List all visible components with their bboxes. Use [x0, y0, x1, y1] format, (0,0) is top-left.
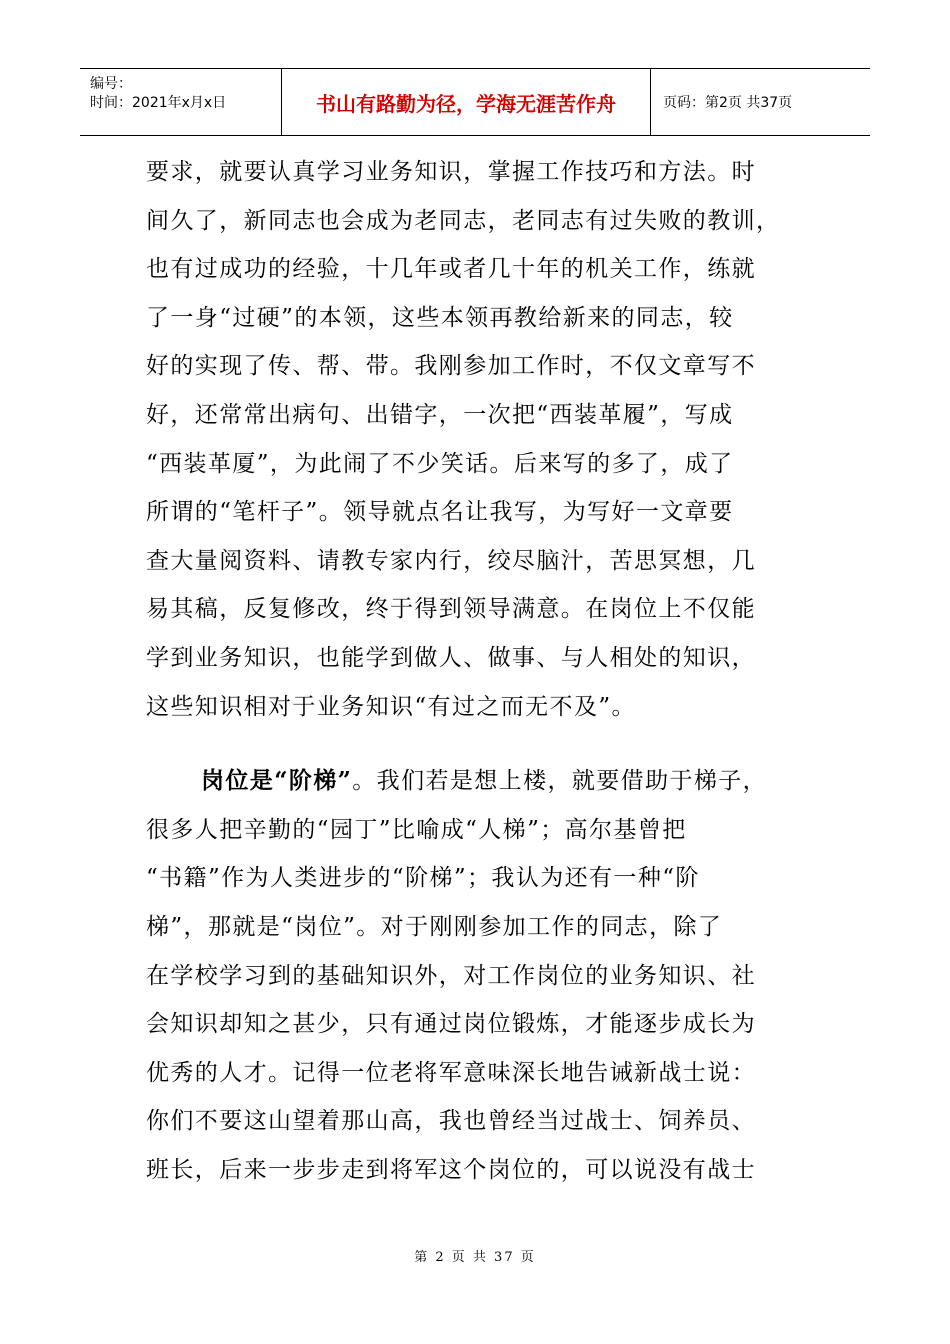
text-line: 查大量阅资料、请教专家内行，绞尽脑汁，苦思冥想，几	[146, 547, 756, 574]
text-line	[146, 757, 806, 806]
text-line: 好的实现了传、帮、带。我刚参加工作时，不仅文章写不	[146, 353, 756, 380]
paragraph-gap	[146, 731, 806, 757]
text-line: 好，还常常出病句、出错字，一次把“西装革履”，写成	[146, 401, 734, 428]
header-meta	[80, 69, 282, 135]
document-time-label: 时间：2021年x月x日	[90, 95, 227, 111]
text-line: 学到业务知识，也能学到做人、做事、与人相处的知识，	[146, 644, 756, 671]
text-line: 你们不要这山望着那山高，我也曾经当过战士、饲养员、	[146, 1108, 756, 1135]
header-motto: 书山有路勤为径，学海无涯苦作舟	[282, 69, 651, 135]
document-body	[146, 148, 806, 1194]
text-line: 班长，后来一步步走到将军这个岗位的，可以说没有战士	[146, 1156, 756, 1183]
text-line: 在学校学习到的基础知识外，对工作岗位的业务知识、社	[146, 962, 756, 989]
text-line: 所谓的“笔杆子”。领导就点名让我写，为写好一文章要	[146, 499, 734, 526]
text-line: 优秀的人才。记得一位老将军意味深长地告诫新战士说：	[146, 1059, 756, 1086]
section-heading: 岗位是“阶梯”	[201, 767, 353, 795]
text-line: 易其稿，反复修改，终于得到领导满意。在岗位上不仅能	[146, 596, 756, 623]
text-span: 。我们若是想上楼，就要借助于梯子，	[352, 768, 768, 795]
paragraph-2	[146, 757, 806, 1194]
text-line: 会知识却知之甚少，只有通过岗位锻炼，才能逐步成长为	[146, 1011, 756, 1038]
text-line: “西装革厦”，为此闹了不少笑话。后来写的多了，成了	[146, 450, 734, 477]
text-line: 也有过成功的经验，十几年或者几十年的机关工作，练就	[146, 256, 756, 283]
header-page-info: 页码：第2页 共37页	[663, 95, 793, 111]
text-line: 梯”，那就是“岗位”。对于刚刚参加工作的同志，除了	[146, 913, 723, 940]
text-line: 要求，就要认真学习业务知识，掌握工作技巧和方法。时	[146, 159, 756, 185]
text-line: 间久了，新同志也会成为老同志，老同志有过失败的教训，	[146, 207, 781, 234]
page-header	[80, 68, 870, 136]
document-number-label: 编号：	[90, 76, 132, 92]
page-footer: 第 2 页 共 37 页	[414, 1250, 536, 1265]
text-line: 很多人把辛勤的“园丁”比喻成“人梯”；高尔基曾把	[146, 816, 687, 843]
paragraph-1	[146, 148, 806, 731]
text-line: 了一身“过硬”的本领，这些本领再教给新来的同志，较	[146, 304, 734, 331]
text-line: 这些知识相对于业务知识“有过之而无不及”。	[146, 693, 636, 720]
text-line: “书籍”作为人类进步的“阶梯”；我认为还有一种“阶	[146, 865, 700, 892]
